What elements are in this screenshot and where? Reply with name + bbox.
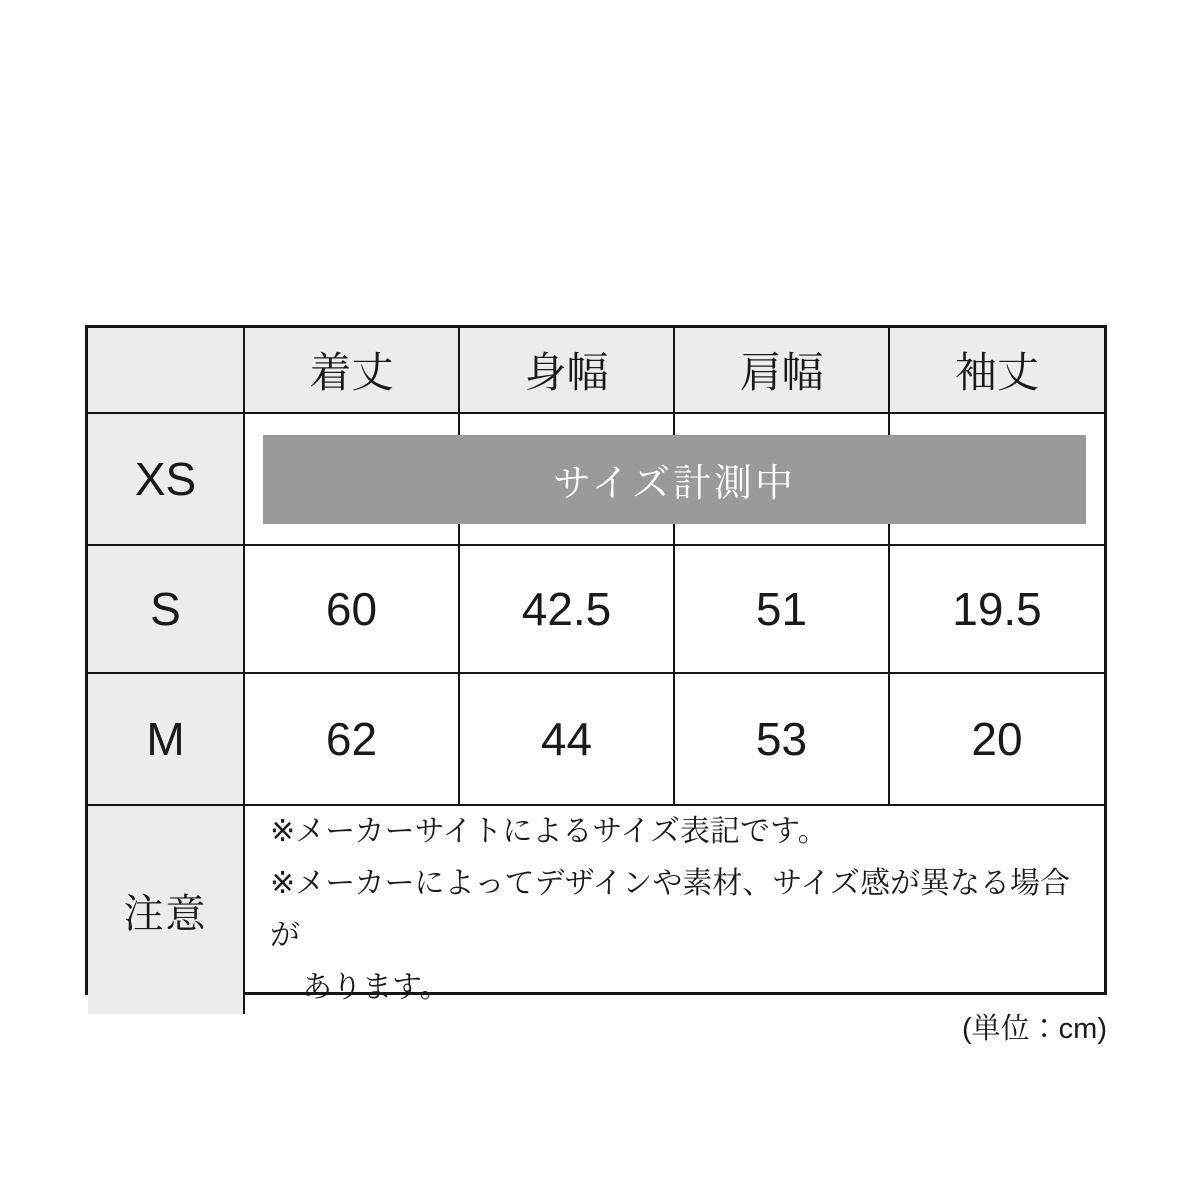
cell-m-length: 62 — [245, 674, 460, 806]
cell-s-shoulder-width: 51 — [675, 546, 890, 674]
size-measuring-banner: サイズ計測中 — [263, 435, 1086, 524]
size-chart-table — [85, 325, 1107, 1004]
cell-s-length: 60 — [245, 546, 460, 674]
col-header-sleeve-length: 袖丈 — [890, 328, 1104, 414]
cell-m-sleeve-length: 20 — [890, 674, 1104, 806]
caution-note-line-2: ※メーカーによってデザインや素材、サイズ感が異なる場合が — [270, 867, 1071, 952]
cell-s-sleeve-length: 19.5 — [890, 546, 1104, 674]
row-label-m: M — [88, 674, 245, 806]
header-corner-cell — [88, 328, 245, 414]
unit-note: (単位：cm) — [962, 1013, 1107, 1045]
caution-note-line-1: ※メーカーサイトによるサイズ表記です。 — [270, 815, 828, 848]
caution-note-line-3: あります。 — [302, 971, 450, 1004]
row-label-s: S — [88, 546, 245, 674]
cell-m-body-width: 44 — [460, 674, 675, 806]
col-header-length: 着丈 — [245, 328, 460, 414]
row-label-caution: 注意 — [88, 806, 245, 1014]
cell-m-shoulder-width: 53 — [675, 674, 890, 806]
col-header-body-width: 身幅 — [460, 328, 675, 414]
caution-notes-cell — [245, 806, 1104, 1014]
row-label-xs: XS — [88, 414, 245, 546]
cell-s-body-width: 42.5 — [460, 546, 675, 674]
col-header-shoulder-width: 肩幅 — [675, 328, 890, 414]
